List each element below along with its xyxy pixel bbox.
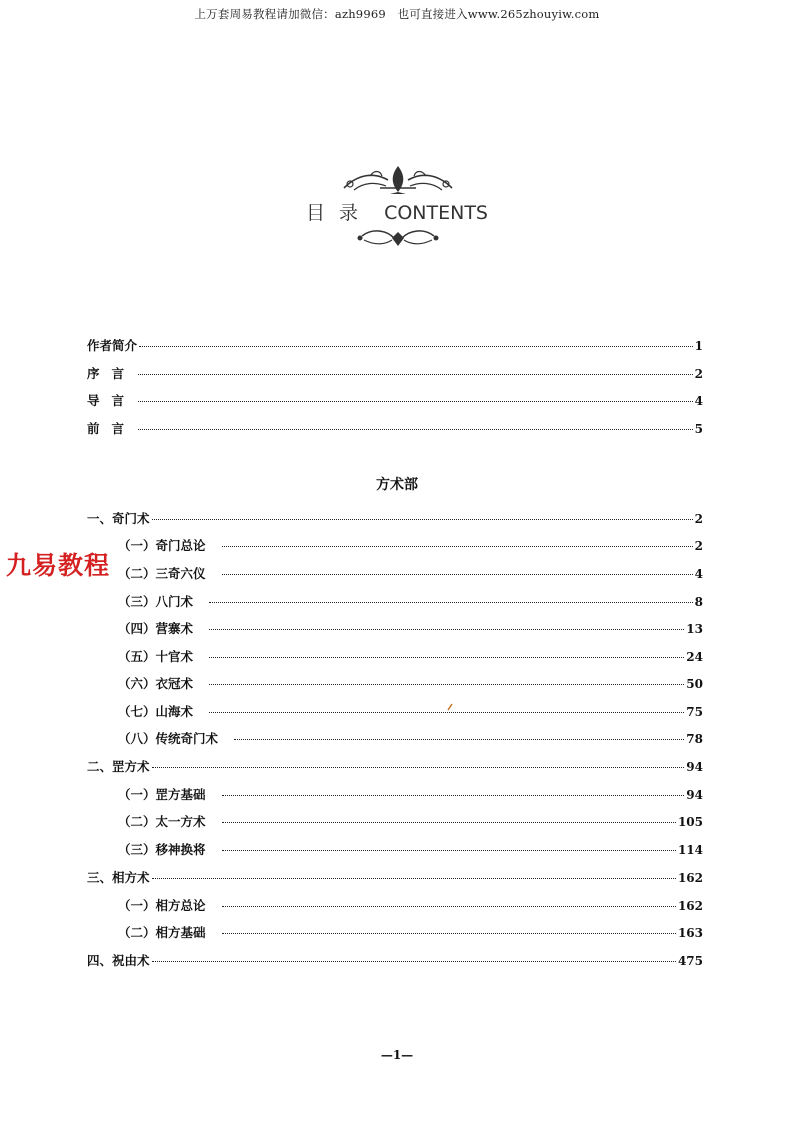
dot-leader <box>152 878 676 879</box>
dot-leader <box>234 739 684 740</box>
toc-page-number: 2 <box>694 539 703 553</box>
dot-leader <box>152 519 693 520</box>
dot-leader <box>138 374 693 375</box>
toc-page-number: 94 <box>686 760 703 774</box>
toc-page-number: 13 <box>686 622 703 636</box>
toc-page-number: 162 <box>677 871 703 885</box>
toc-entry-chapter[interactable] <box>87 868 703 888</box>
dot-leader <box>209 629 684 630</box>
toc-entry-chapter[interactable] <box>87 757 703 777</box>
toc-entry-subsection[interactable] <box>118 702 703 722</box>
dot-leader <box>138 401 693 402</box>
toc-entry-introduction[interactable] <box>87 391 703 411</box>
title-chinese: 目录 <box>306 202 373 224</box>
watermark-logo: 九易教程 <box>6 551 111 580</box>
toc-page-number: 114 <box>677 843 703 857</box>
toc-label: （一）相方总论 <box>118 898 206 913</box>
toc-page-number: 105 <box>677 815 703 829</box>
toc-entry-subsection[interactable] <box>118 592 703 612</box>
toc-label: 导言 <box>87 393 137 408</box>
page-number: —1— <box>380 1048 414 1062</box>
dot-leader <box>222 906 676 907</box>
toc-label: （四）营寨术 <box>118 621 194 636</box>
header-note: 上万套周易教程请加微信：azh9969 也可直接进入www.265zhouyiw.com <box>194 7 600 21</box>
toc-page-number: 50 <box>686 677 703 691</box>
toc-label: 序言 <box>87 366 137 381</box>
dot-leader <box>152 767 685 768</box>
toc-entry-chapter[interactable] <box>87 509 703 529</box>
toc-page-number: 163 <box>677 926 703 940</box>
page-title <box>0 198 794 225</box>
toc-label: 作者简介 <box>87 338 138 353</box>
dot-leader <box>222 574 693 575</box>
toc-page-number: 5 <box>694 422 703 436</box>
dot-leader <box>222 850 676 851</box>
dot-leader <box>152 961 676 962</box>
toc-entry-subsection[interactable] <box>118 785 703 805</box>
toc-label: 一、奇门术 <box>87 511 150 526</box>
toc-entry-subsection[interactable] <box>118 564 703 584</box>
toc-label: （六）衣冠术 <box>118 676 194 691</box>
dot-leader <box>138 429 693 430</box>
top-ornament <box>340 162 456 196</box>
toc-label: （八）传统奇门术 <box>118 731 219 746</box>
toc-page-number: 162 <box>677 899 703 913</box>
dot-leader <box>139 346 693 347</box>
toc-page-number: 8 <box>694 595 703 609</box>
dot-leader <box>209 712 684 713</box>
toc-label: （三）八门术 <box>118 594 194 609</box>
toc-label: （二）相方基础 <box>118 925 206 940</box>
pen-mark <box>447 703 453 711</box>
title-english: CONTENTS <box>384 202 488 224</box>
dot-leader <box>222 546 693 547</box>
toc-label: （五）十官术 <box>118 649 194 664</box>
toc-label: （二）三奇六仪 <box>118 566 206 581</box>
toc-entry-subsection[interactable] <box>118 840 703 860</box>
toc-entry-subsection[interactable] <box>118 729 703 749</box>
toc-page-number: 75 <box>686 705 703 719</box>
toc-label: 前言 <box>87 421 137 436</box>
toc-entry-subsection[interactable] <box>118 647 703 667</box>
dot-leader <box>222 933 676 934</box>
toc-entry-preface[interactable] <box>87 364 703 384</box>
section-heading: 方术部 <box>376 477 418 493</box>
toc-label: 四、祝由术 <box>87 953 150 968</box>
toc-entry-subsection[interactable] <box>118 674 703 694</box>
toc-label: （二）太一方术 <box>118 814 206 829</box>
toc-label: （一）罡方基础 <box>118 787 206 802</box>
toc-page-number: 1 <box>694 339 703 353</box>
toc-page-number: 2 <box>694 367 703 381</box>
toc-entry-subsection[interactable] <box>118 896 703 916</box>
toc-entry-subsection[interactable] <box>118 619 703 639</box>
dot-leader <box>222 822 676 823</box>
toc-label: （三）移神换将 <box>118 842 206 857</box>
toc-entry-foreword[interactable] <box>87 419 703 439</box>
toc-page-number: 24 <box>686 650 703 664</box>
toc-entry-subsection[interactable] <box>118 536 703 556</box>
bottom-ornament <box>340 226 456 250</box>
toc-label: （一）奇门总论 <box>118 538 206 553</box>
toc-page-number: 4 <box>694 567 703 581</box>
toc-label: 三、相方术 <box>87 870 150 885</box>
toc-entry-author-intro[interactable] <box>87 336 703 356</box>
toc-label: 二、罡方术 <box>87 759 150 774</box>
dot-leader <box>222 795 685 796</box>
toc-page-number: 4 <box>694 394 703 408</box>
dot-leader <box>209 657 684 658</box>
toc-page-number: 78 <box>686 732 703 746</box>
toc-page-number: 94 <box>686 788 703 802</box>
toc-entry-subsection[interactable] <box>118 923 703 943</box>
toc-page-number: 2 <box>694 512 703 526</box>
dot-leader <box>209 684 684 685</box>
toc-entry-chapter[interactable] <box>87 951 703 971</box>
toc-entry-subsection[interactable] <box>118 812 703 832</box>
toc-label: （七）山海术 <box>118 704 194 719</box>
dot-leader <box>209 602 693 603</box>
toc-page-number: 475 <box>677 954 703 968</box>
